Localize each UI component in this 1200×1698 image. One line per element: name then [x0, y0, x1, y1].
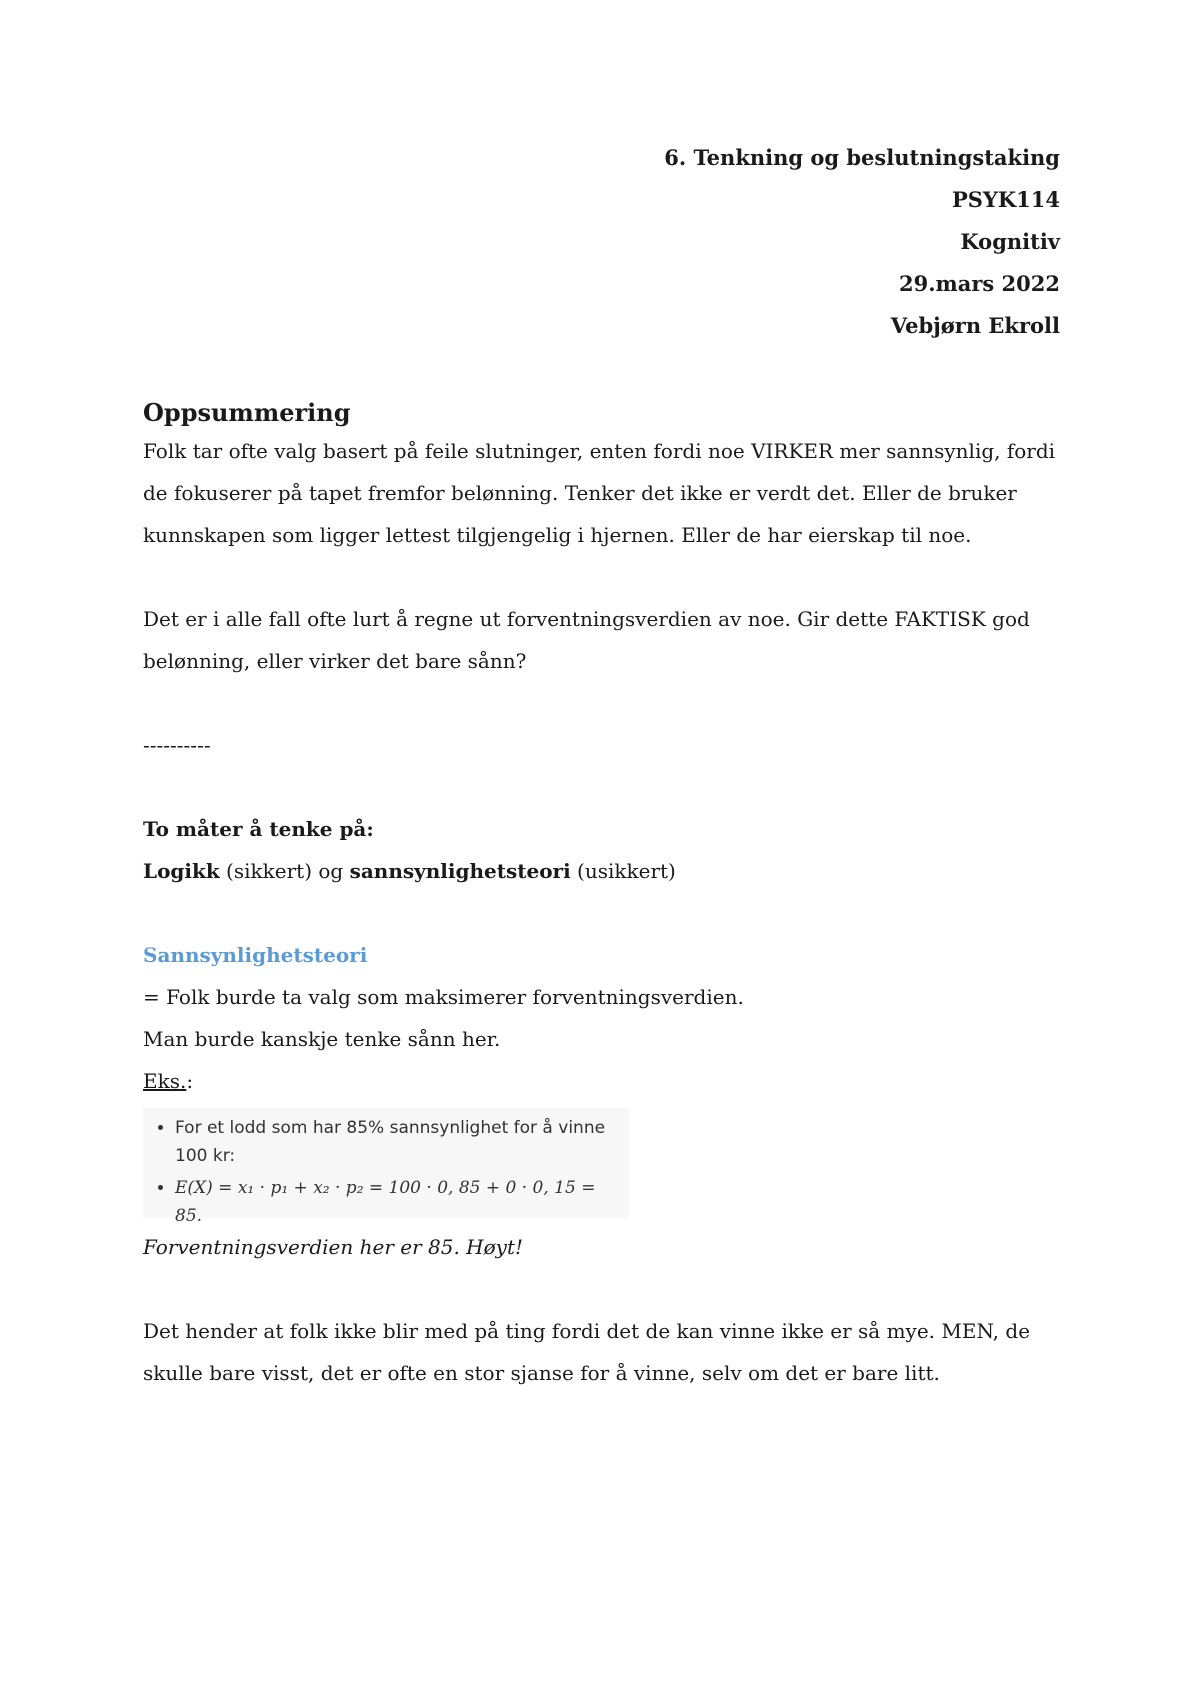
example-label-line: [143, 1060, 1063, 1102]
course-code: PSYK114: [951, 187, 1060, 212]
logic-note: (sikkert) og: [219, 859, 350, 883]
probability-line-1: = Folk burde ta valg som maksimerer forventningsverdien.: [143, 985, 744, 1009]
document-header: [664, 142, 1060, 352]
author: Vebjørn Ekroll: [890, 313, 1060, 338]
probability-line-2: Man burde kanskje tenke sånn her.: [143, 1027, 501, 1051]
logic-term: Logikk: [143, 859, 220, 883]
ways-line: [143, 850, 1063, 892]
example-label: Eks.: [143, 1069, 187, 1093]
result-text: Forventningsverdien her er 85. Høyt!: [143, 1235, 524, 1259]
divider-line: ----------: [143, 733, 211, 757]
example-image: [143, 1108, 629, 1226]
example-colon: :: [186, 1069, 194, 1093]
ways-heading: To måter å tenke på:: [143, 817, 374, 841]
probability-heading: Sannsynlighetsteori: [143, 943, 368, 967]
document-title: 6. Tenkning og beslutningstaking: [664, 145, 1060, 170]
subject: Kognitiv: [960, 229, 1060, 254]
date: 29.mars 2022: [898, 271, 1060, 296]
document-body: [143, 396, 1063, 1394]
conclusion-paragraph: Det hender at folk ikke blir med på ting fordi det de kan vinne ikke er så mye. MEN, de skulle bare visst, det er ofte en stor sjanse for å vinne, selv om det er bare litt.: [143, 1319, 1031, 1385]
probability-term: sannsynlighetsteori: [349, 859, 571, 883]
summary-paragraph-2: Det er i alle fall ofte lurt å regne ut forventningsverdien av noe. Gir dette FAKTISK god belønning, eller virker det bare sånn?: [143, 607, 1030, 673]
summary-paragraph-1: Folk tar ofte valg basert på feile slutninger, enten fordi noe VIRKER mer sannsynlig, fordi de fokuserer på tapet fremfor belønning. Tenker det ikke er verdt det. Eller de bruker kunnskapen som ligger lettest tilgjengelig i hjernen. Eller de har eierskap til noe.: [143, 439, 1056, 547]
example-bullet-1: • For et lodd som har 85% sannsynlighet for å vinne 100 kr:: [175, 1114, 619, 1170]
summary-heading: Oppsummering: [143, 398, 351, 427]
probability-note: (usikkert): [570, 859, 676, 883]
example-bullet-2: • E(X) = x₁ · p₁ + x₂ · p₂ = 100 · 0, 85 + 0 · 0, 15 = 85.: [175, 1174, 619, 1230]
